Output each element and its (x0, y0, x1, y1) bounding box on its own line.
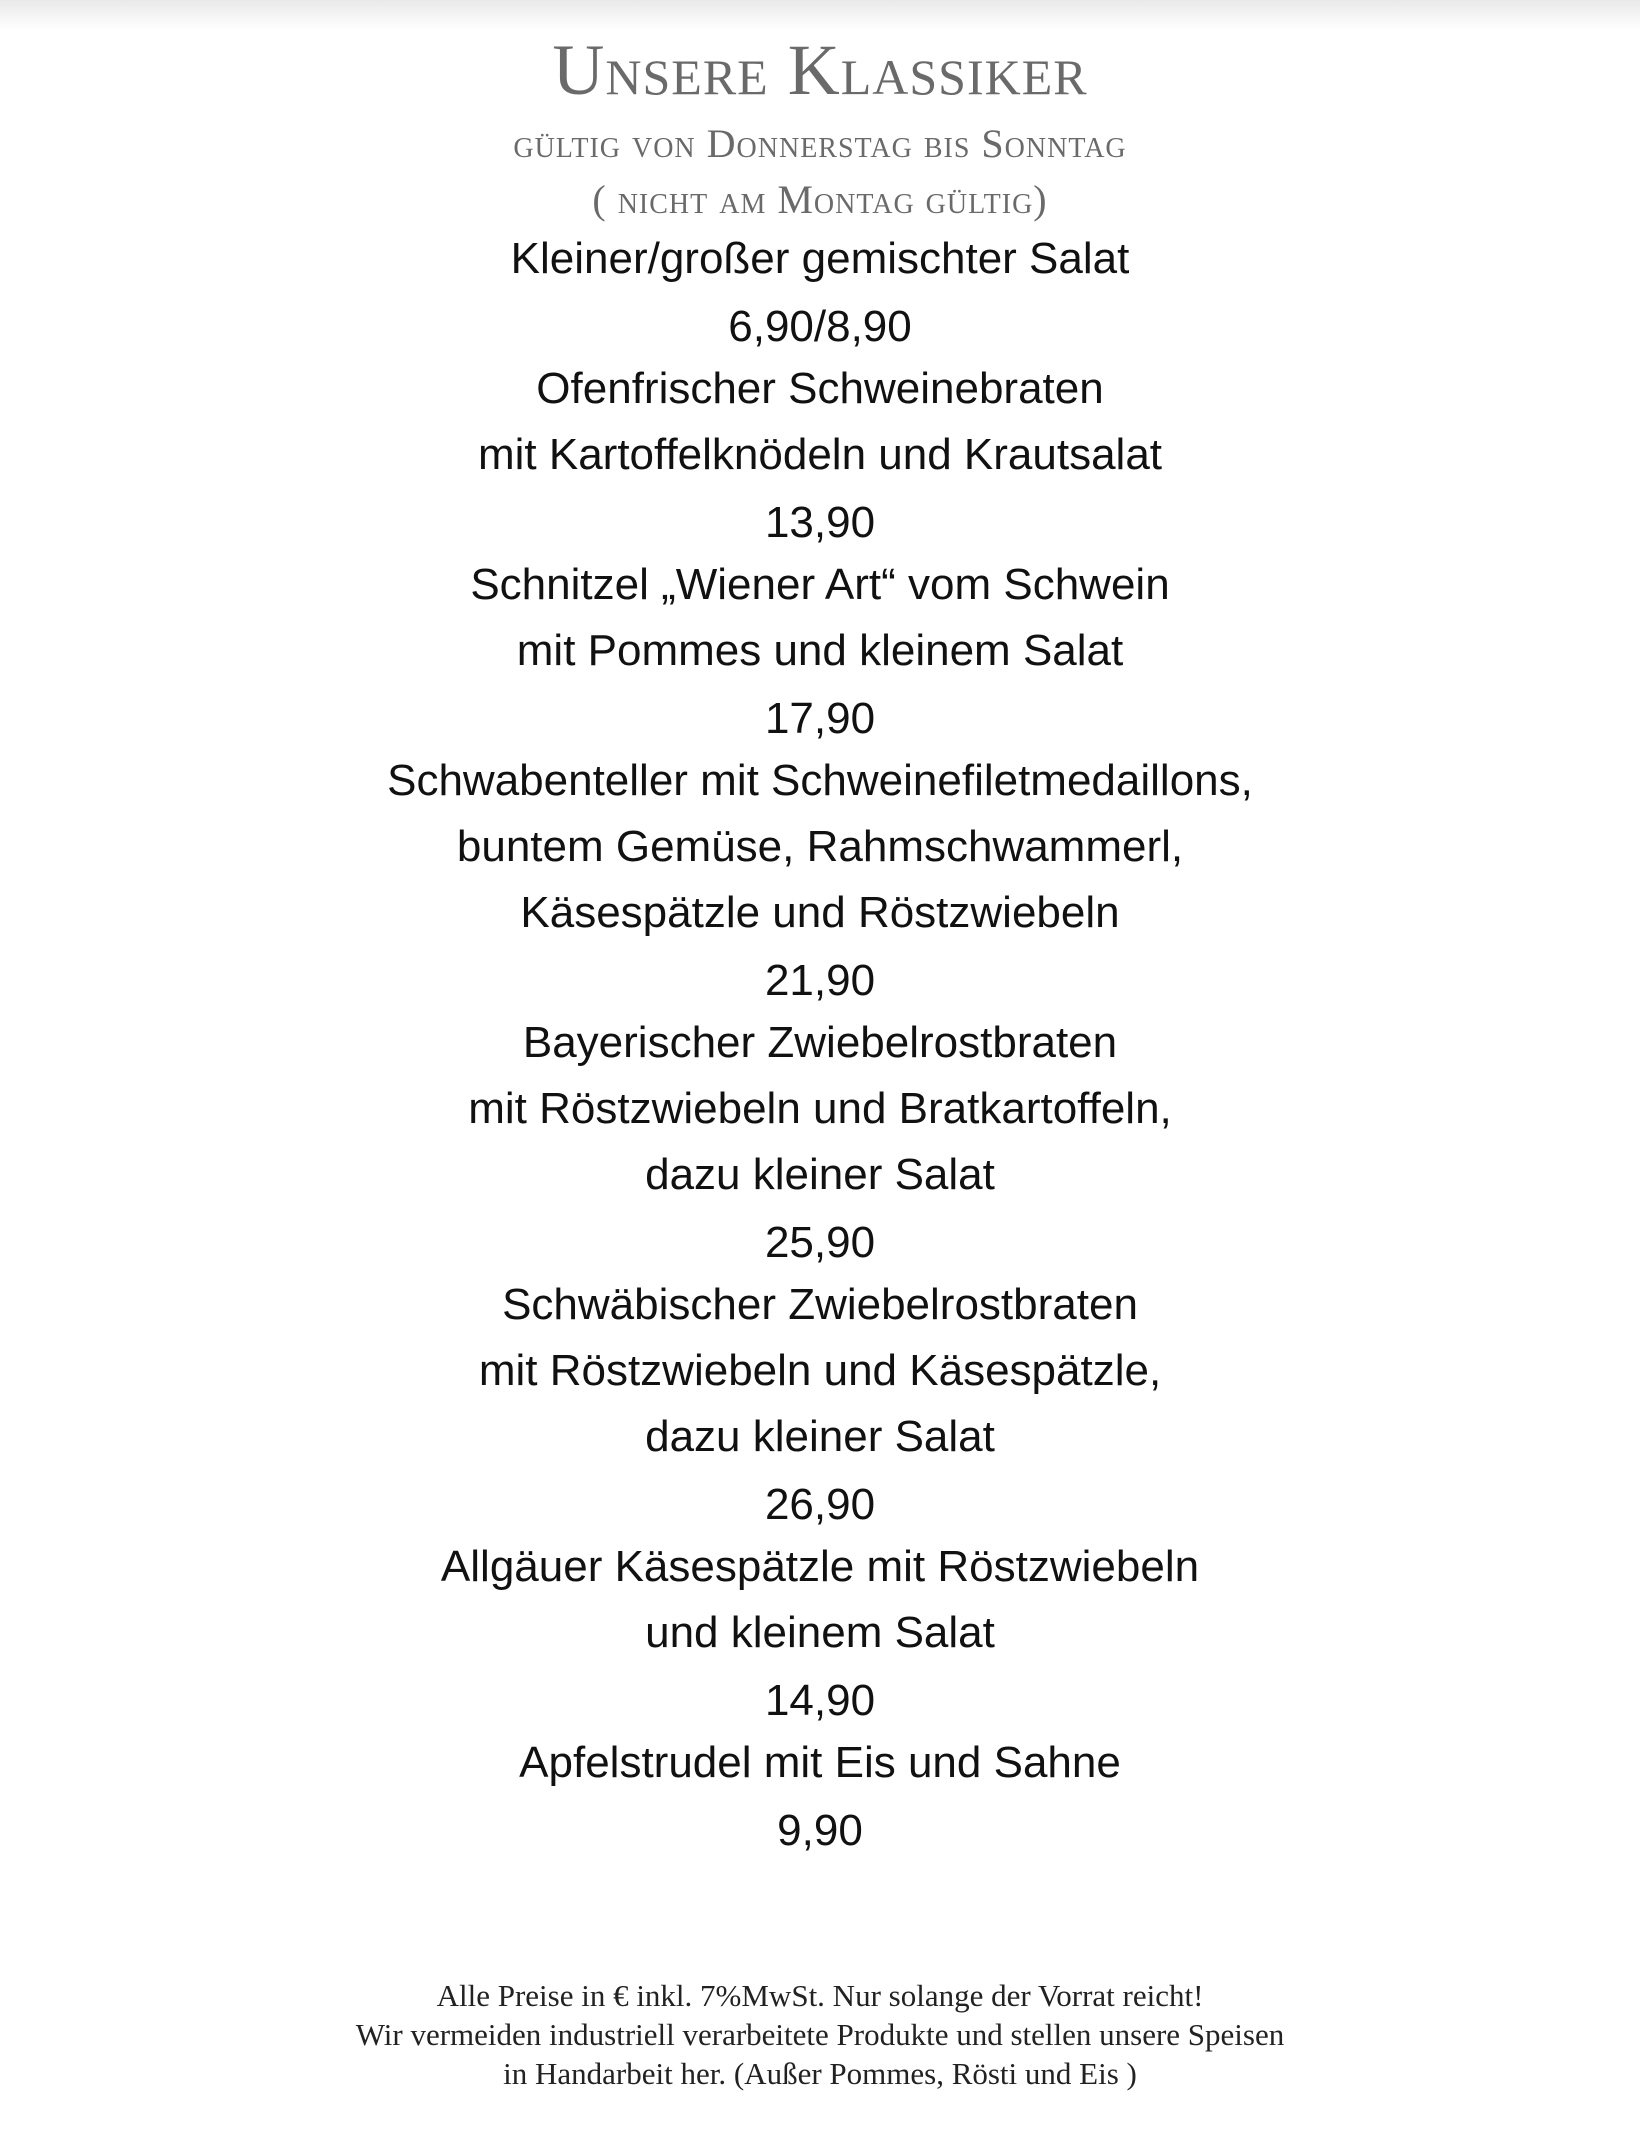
dish-description: dazu kleiner Salat (645, 1150, 995, 1199)
top-shadow (0, 0, 1640, 30)
dish-description: dazu kleiner Salat (645, 1412, 995, 1461)
dish-price: 21,90 (764, 956, 876, 1005)
dish-description: Käsespätzle und Röstzwiebeln (520, 888, 1120, 937)
menu-item (0, 748, 1640, 1010)
price-note: Alle Preise in € inkl. 7%MwSt. Nur solange der Vorrat reicht! (436, 1978, 1204, 2013)
dish-name: Kleiner/großer gemischter Salat (510, 234, 1130, 283)
menu-item (0, 356, 1640, 552)
dish-price: 9,90 (777, 1806, 863, 1855)
validity-note (0, 116, 1640, 228)
footer-note (0, 1976, 1640, 2093)
dish-price: 26,90 (764, 1480, 876, 1529)
dish-price: 14,90 (764, 1676, 876, 1725)
menu-item (0, 226, 1640, 356)
handmade-note-exceptions: in Handarbeit her. (Außer Pommes, Rösti und Eis ) (503, 2056, 1137, 2091)
dish-name: Apfelstrudel mit Eis und Sahne (519, 1738, 1121, 1787)
validity-exception: ( nicht am Montag gültig) (592, 177, 1048, 222)
dish-price: 6,90/8,90 (728, 302, 912, 351)
page-title: Unsere Klassiker (552, 30, 1088, 110)
dish-description: mit Röstzwiebeln und Käsespätzle, (478, 1346, 1162, 1395)
dish-name: Schnitzel „Wiener Art“ vom Schwein (470, 560, 1170, 609)
dish-description: mit Kartoffelknödeln und Krautsalat (477, 430, 1163, 479)
dish-description: und kleinem Salat (645, 1608, 995, 1657)
menu-item (0, 1730, 1640, 1860)
dish-description: mit Röstzwiebeln und Bratkartoffeln, (468, 1084, 1172, 1133)
menu-list (0, 226, 1640, 1860)
menu-item (0, 1010, 1640, 1272)
menu-item (0, 1534, 1640, 1730)
dish-name: Schwabenteller mit Schweinefiletmedaillons, (387, 756, 1253, 805)
validity-days: gültig von Donnerstag bis Sonntag (513, 121, 1127, 166)
dish-price: 17,90 (764, 694, 876, 743)
dish-description: buntem Gemüse, Rahmschwammerl, (456, 822, 1184, 871)
dish-name: Schwäbischer Zwiebelrostbraten (502, 1280, 1138, 1329)
handmade-note: Wir vermeiden industriell verarbeitete Produkte und stellen unsere Speisen (355, 2017, 1285, 2052)
dish-name: Bayerischer Zwiebelrostbraten (522, 1018, 1118, 1067)
dish-name: Ofenfrischer Schweinebraten (536, 364, 1104, 413)
dish-price: 13,90 (764, 498, 876, 547)
dish-description: mit Pommes und kleinem Salat (516, 626, 1124, 675)
menu-item (0, 552, 1640, 748)
menu-item (0, 1272, 1640, 1534)
dish-name: Allgäuer Käsespätzle mit Röstzwiebeln (440, 1542, 1200, 1591)
dish-price: 25,90 (764, 1218, 876, 1267)
